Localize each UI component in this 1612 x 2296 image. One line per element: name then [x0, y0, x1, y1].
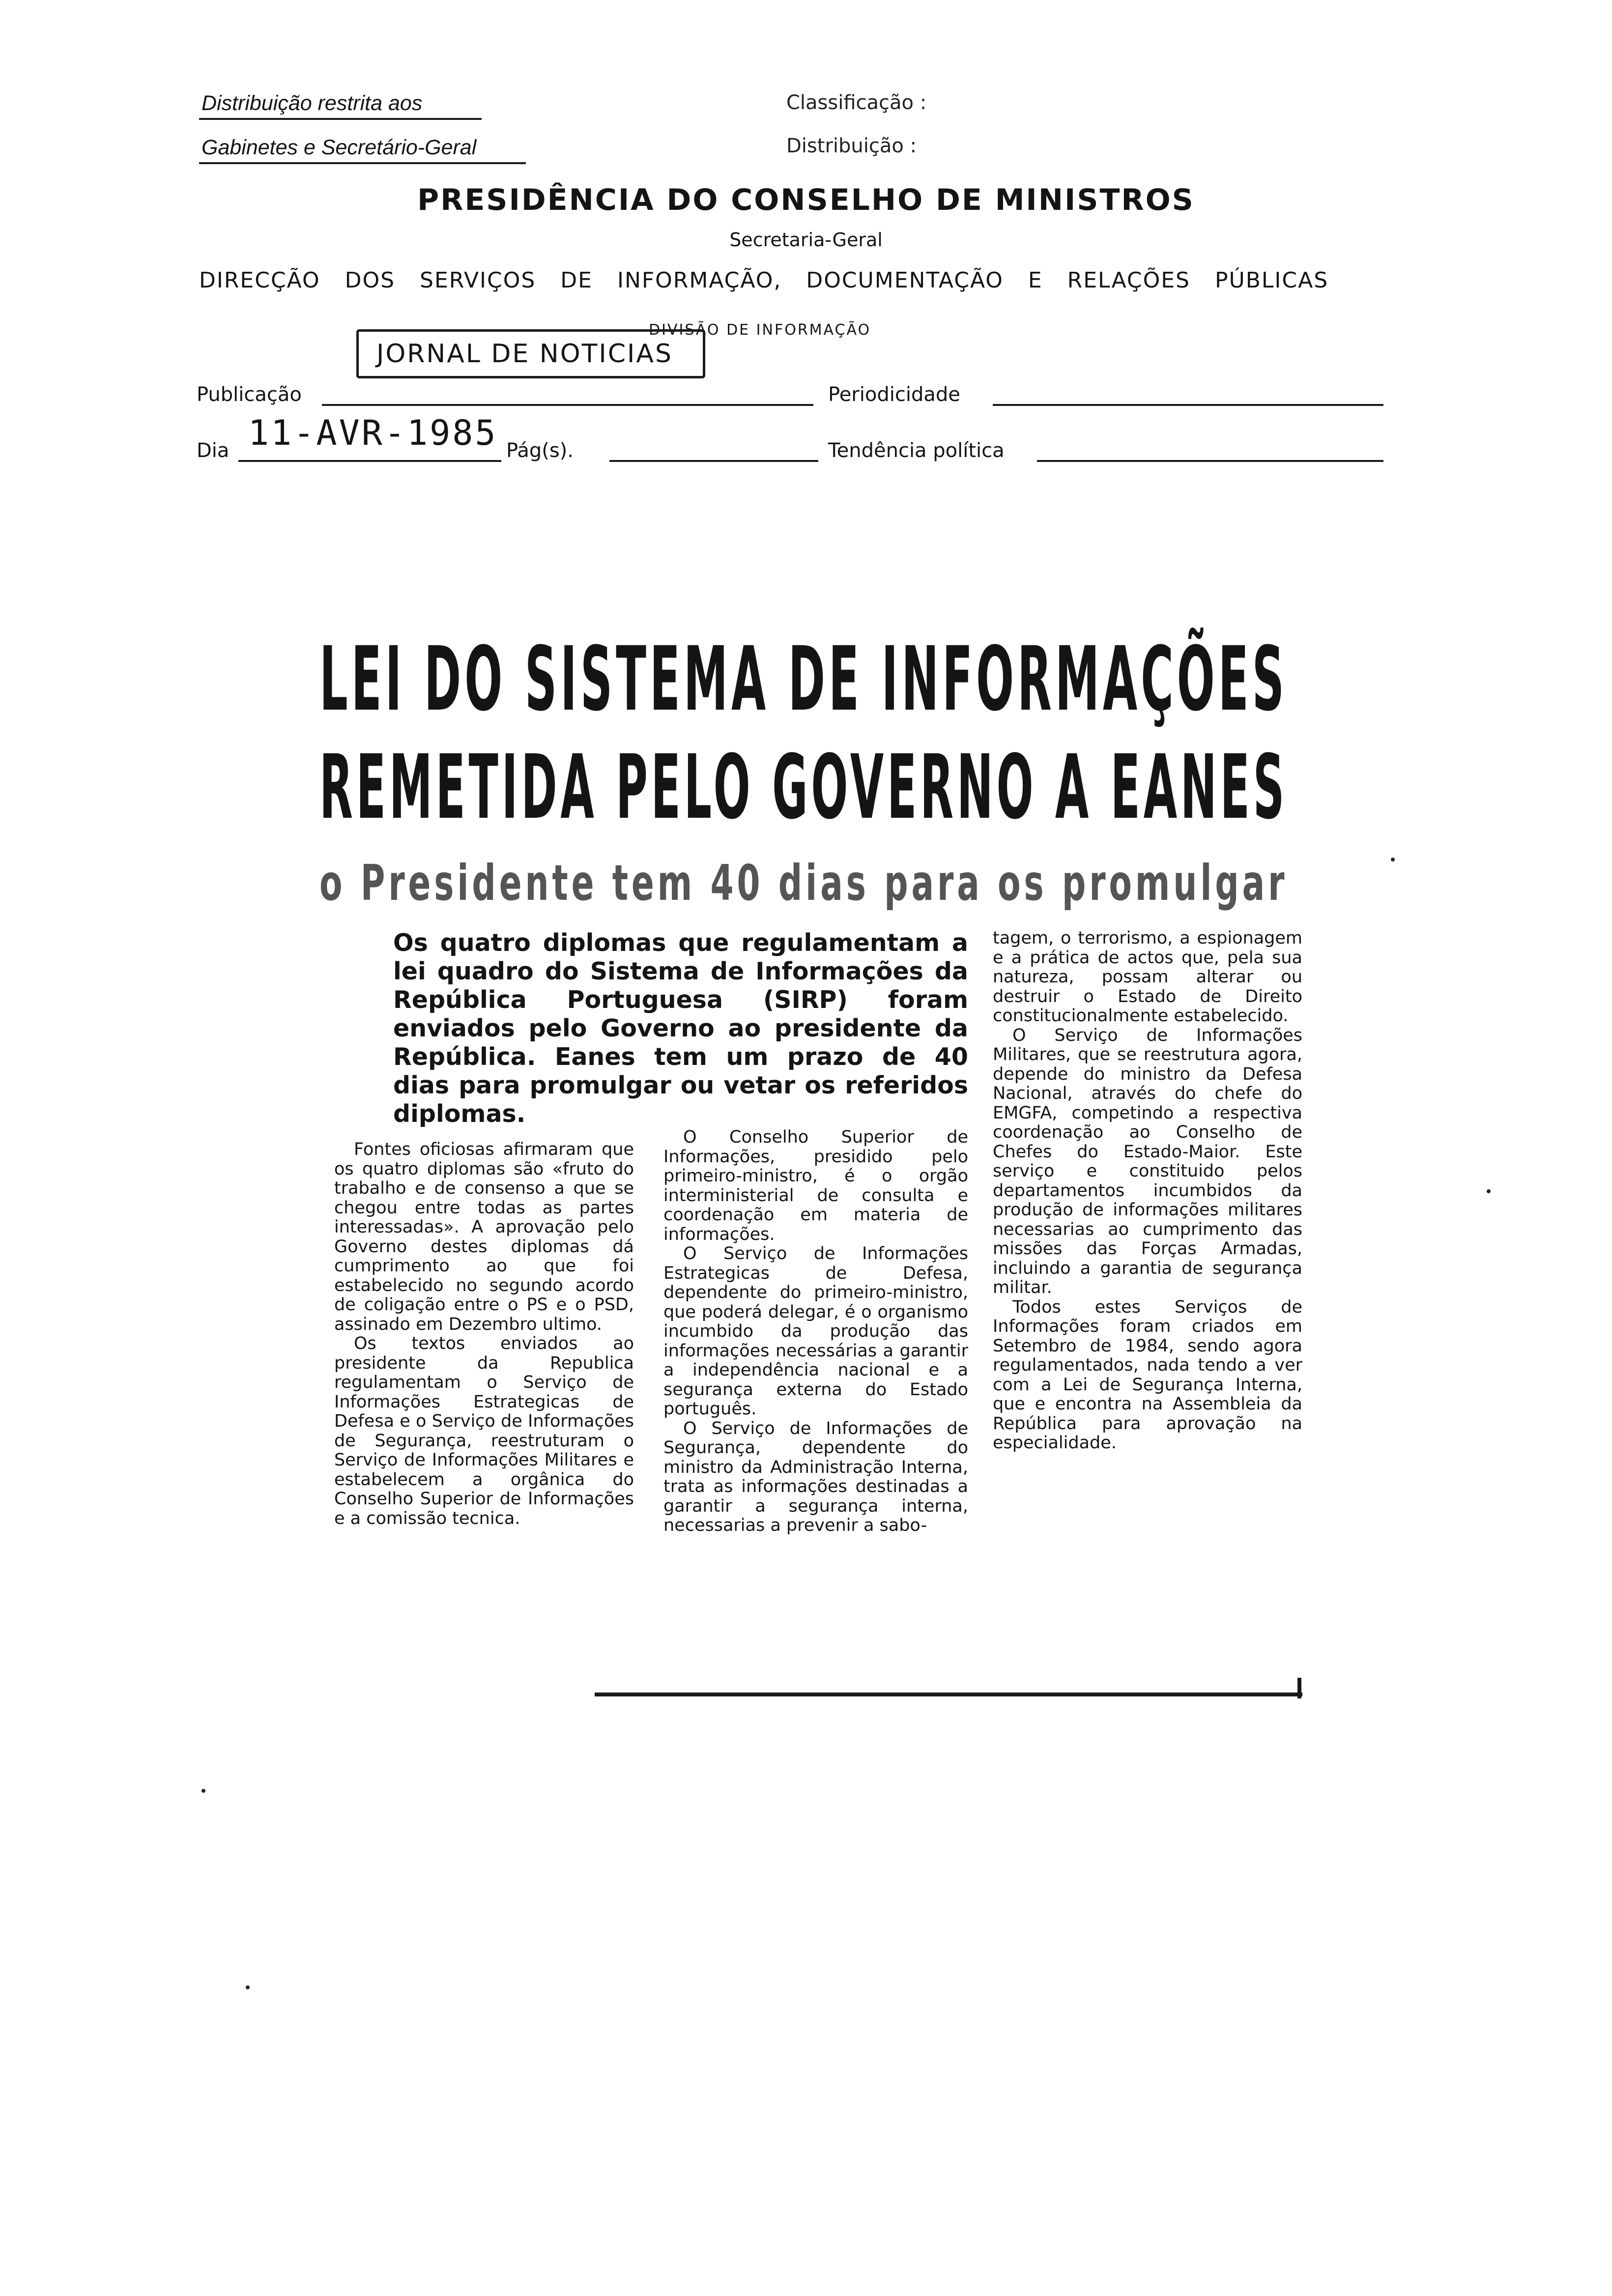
article-bottom-rule — [595, 1693, 1302, 1696]
headline-line-2: REMETIDA PELO GOVERNO A EANES — [319, 736, 1288, 839]
headline-line-1: LEI DO SISTEMA DE INFORMAÇÕES — [319, 628, 1288, 731]
political-tendency-field-line — [1037, 460, 1383, 462]
article-column-3 — [993, 929, 1302, 1453]
political-tendency-label: Tendência política — [828, 439, 1005, 462]
publication-stamp: JORNAL DE NOTICIAS — [356, 329, 705, 378]
publication-label: Publicação — [197, 383, 302, 406]
secretariat-subtitle: Secretaria-Geral — [729, 229, 883, 251]
scan-speck — [1487, 1189, 1491, 1193]
day-label: Dia — [197, 439, 230, 462]
article-bottom-tick — [1297, 1678, 1301, 1698]
periodicity-field-line — [993, 404, 1383, 406]
column-1-paragraph-2: Os textos enviados ao presidente da Republica regulamentam o Serviço de Informações Estrategicas de Defesa e o Serviço de Informações de Segurança, reestruturam o Serviço de Informações Militares e estabelecem a orgânica do Conselho Superior de Informações e a comissão tecnica. — [334, 1334, 634, 1528]
column-2-paragraph-2: O Serviço de Informações Estrategicas de Defesa, dependente do primeiro-ministro, que poderá delegar, é o organismo incumbido da produção das informações necessárias a garantir a independência nacional e a segurança externa do Estado português. — [663, 1244, 968, 1419]
classification-label: Classificação : — [786, 91, 927, 114]
division-title: DIVISÃO DE INFORMAÇÃO — [649, 321, 871, 339]
column-1-paragraph-1: Fontes oficiosas afirmaram que os quatro diplomas são «fruto do trabalho e de consenso a que se chegou entre todas as partes interessadas». A aprovação pelo Governo destes diplomas dá cumprimento ao que foi estabelecido no segundo acordo de coligação entre o PS e o PSD, assinado em Dezembro ultimo. — [334, 1140, 634, 1334]
scan-speck — [246, 1985, 250, 1989]
periodicity-label: Periodicidade — [828, 383, 960, 406]
column-3-paragraph-2: O Serviço de Informações Militares, que se reestrutura agora, depende do ministro da Defesa Nacional, através do chefe do EMGFA, competindo a respectiva coordenação ao Conselho de Chefes do Estado-Maior. Este serviço e constituido pelos departamentos incumbidos da produção de informações militares necessarias ao cumprimento das missões das Forças Armadas, incluindo a garantia de segurança militar. — [993, 1025, 1302, 1297]
distribution-line-1: Distribuição restrita aos — [202, 91, 423, 115]
date-stamp: 11-AVR-1985 — [248, 413, 498, 453]
distribution-underline-2 — [199, 162, 526, 164]
pages-field-line — [609, 460, 818, 462]
distribution-line-2: Gabinetes e Secretário-Geral — [202, 136, 477, 159]
column-3-paragraph-3: Todos estes Serviços de Informações foram criados em Setembro de 1984, sendo agora regulamentados, nada tendo a ver com a Lei de Segurança Interna, que e encontra na Assembleia da República para aprovação na especialidade. — [993, 1297, 1302, 1453]
column-3-paragraph-1: tagem, o terrorismo, a espionagem e a prática de actos que, pela sua natureza, possam alterar ou destruir o Estado de Direito constitucionalmente estabelecido. — [993, 928, 1302, 1026]
pages-label: Pág(s). — [506, 439, 574, 462]
column-2-paragraph-3: O Serviço de Informações de Segurança, dependente do ministro da Administração Interna, trata as informações destinadas a garantir a segurança interna, necessarias a prevenir a sabo- — [663, 1418, 968, 1535]
directorate-title: DIRECÇÃO DOS SERVIÇOS DE INFORMAÇÃO, DOCUMENTAÇÃO E RELAÇÕES PÚBLICAS — [199, 268, 1329, 293]
scan-speck — [202, 1789, 205, 1793]
distribution-underline-1 — [199, 118, 482, 120]
presidency-title: PRESIDÊNCIA DO CONSELHO DE MINISTROS — [417, 183, 1195, 217]
publication-field-line — [322, 404, 813, 406]
article-column-1 — [334, 1140, 634, 1528]
distribution-label: Distribuição : — [786, 135, 917, 157]
scan-speck — [1391, 858, 1395, 861]
day-field-line — [238, 460, 501, 462]
article-lead: Os quatro diplomas que regulamentam a lei quadro do Sistema de Informações da República Portuguesa (SIRP) foram enviados pelo Governo ao presidente da República. Eanes tem um prazo de 40 dias para promulgar ou vetar os referidos diplomas. — [393, 929, 968, 1128]
column-2-paragraph-1: O Conselho Superior de Informações, presidido pelo primeiro-ministro, é o orgão interministerial de consulta e coordenação em materia de informações. — [663, 1127, 968, 1244]
article-column-2 — [663, 1128, 968, 1536]
headline-subtitle: o Presidente tem 40 dias para os promulgar — [319, 854, 1288, 912]
